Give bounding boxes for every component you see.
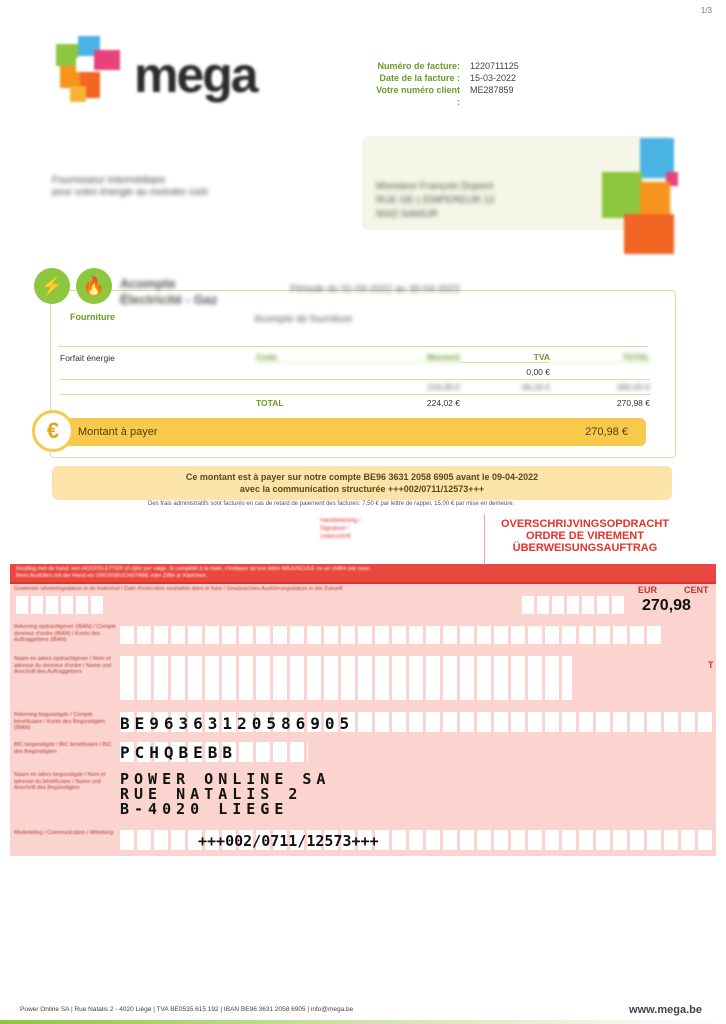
payment-notice [52,466,672,500]
fourniture-label: Fourniture [70,312,115,322]
cell: 265,55 € [616,382,650,392]
beneficiary-line: B-4020 LIEGE [120,800,289,818]
gas-flame-icon: 🔥 [76,268,112,304]
t-mark: T [708,660,714,670]
slip-instructions: Invulling met de hand: een HOOFDLETTER of cijfer per vakje. Si complété à la main, n'indiquer qu'une lettre MAJUSCULE ou un chiffre par case. Beim Ausfüllen mit der Hand ein GROSSBUCHSTABE oder Ziffer je Kästchen. [16,566,371,579]
ordering-account-boxes[interactable] [120,626,661,644]
beneficiary-line: RUE NATALIS 2 [120,785,303,803]
structured-communication: +++002/0711/12573+++ [198,832,379,850]
bill-table [60,350,650,410]
cent-label: CENT [684,585,709,595]
notice-line: Ce montant est à payer sur notre compte BE96 3631 2058 6905 avant le 09-04-2022 [185,472,539,482]
bill-title-line: Acompte [120,276,176,291]
col-header-amount: Montant [360,352,460,363]
notice-line: avec la communication structurée +++002/0711/12573+++ [239,484,485,494]
page-number: 1/3 [700,6,712,15]
footer-line [0,1020,726,1024]
ordering-account-label: Rekening opdrachtgever (IBAN) / Compte donneur d'ordre (IBAN) / Konto des Auftraggebers (IBAN) [14,624,116,643]
eur-label: EUR [638,585,658,595]
invoice-number-label: Numéro de facture: [377,61,460,71]
invoice-date: 15-03-2022 [470,73,517,83]
bill-period-sub: Acompte de fourniture [254,314,353,325]
total-amount: 224,02 € [426,397,460,408]
invoice-meta [372,60,519,108]
electricity-icon: ⚡ [34,268,70,304]
cell: 46,16 € [521,382,550,392]
total-label: TOTAL [256,397,284,408]
footer-company-info: Power Online SA | Rue Natalis 2 - 4020 Liège | TVA BE0535.615.192 | IBAN BE96 3631 2058 6905 | info@mega.be [20,1006,354,1013]
sender-info [52,175,208,199]
client-number-label: Votre numéro client : [376,85,460,107]
cell: 0,00 € [526,367,550,377]
client-number: ME287859 [470,85,514,95]
communication-label: Mededeling / Communication / Mitteilung [14,830,114,836]
amount-to-pay-label: Montant à payer [78,426,158,438]
divider [58,346,648,347]
beneficiary-iban: BE96363120586905 [120,714,355,733]
recipient-line: RUE DE L'EMPEREUR 12 [376,195,495,206]
execution-date-label: Gewenste uitvoeringsdatum in de toekomst / Date d'exécution souhaitée dans le futur / Gewünschtes Ausführungsdatum in der Zukunft [14,586,343,592]
logo-wordmark: mega [134,47,257,103]
beneficiary-name-label: Naam en adres begunstigde / Nom et adresse du bénéficiaire / Name und Anschrift des Begünstigten [14,772,106,791]
euro-icon: € [32,410,74,452]
divider [484,514,485,564]
beneficiary-name-address [120,772,330,817]
row-label: Forfait énergie [60,352,115,363]
col-header-vat: TVA [460,352,550,363]
amount-boxes[interactable] [522,596,624,614]
bill-period: Période du 01-04-2022 au 30-04-2022 [290,284,461,295]
beneficiary-line: POWER ONLINE SA [120,770,331,788]
logo-mark-icon [50,36,130,106]
transfer-title [490,518,680,554]
invoice-date-label: Date de la facture : [379,73,460,83]
ordering-name-boxes[interactable] [120,656,572,700]
amount-to-pay-bar [44,418,646,446]
col-header-code: Code [256,352,360,363]
mega-logo [50,36,290,106]
beneficiary-bic: PCHQBEBB [120,743,238,762]
sender-line: Fournisseur intermédiaire [52,175,166,186]
decorative-logo-icon [600,138,680,256]
website-link[interactable]: www.mega.be [629,1004,702,1016]
sender-line: pour votre énergie au moindre coût [52,187,208,198]
total-sum: 270,98 € [616,397,650,408]
transfer-title-de: ÜBERWEISUNGSAUFTRAG [512,542,658,554]
transfer-title-nl: OVERSCHRIJVINGSOPDRACHT [500,518,670,530]
transfer-title-fr: ORDRE DE VIREMENT [526,530,644,542]
cell: 219,39 € [426,382,460,392]
energy-icons [34,268,118,304]
date-boxes[interactable] [16,596,103,614]
invoice-number: 1220711125 [470,61,519,71]
bill-title [120,276,218,308]
admin-fees-footnote: Des frais administratifs sont facturés en cas de retard de paiement des factures: 7,50 € par lettre de rappel, 15,00 € par mise en demeure. [148,501,515,507]
ordering-name-label: Naam en adres opdrachtgever / Nom et adresse du donneur d'ordre / Name und Anschrift des Auftraggebers [14,656,112,675]
bill-title-line: Électricité - Gaz [120,292,218,307]
recipient-line: Monsieur François Dupont [376,181,494,192]
transfer-amount: 270,98 [642,597,691,614]
recipient-line: 5042 NAMUR [376,209,438,220]
signature-labels: Handtekening / Signature / Unterschrift [320,518,361,540]
bic-label: BIC begunstigde / BIC bénéficiaire / BIC des Begünstigten [14,742,112,755]
beneficiary-account-label: Rekening begunstigde / Compte bénéficiaire / Konto des Begünstigten (IBAN) [14,712,106,731]
amount-to-pay-value: 270,98 € [585,426,628,438]
col-header-total: TOTAL [550,352,650,363]
recipient-address [376,180,495,222]
divider [10,582,716,584]
